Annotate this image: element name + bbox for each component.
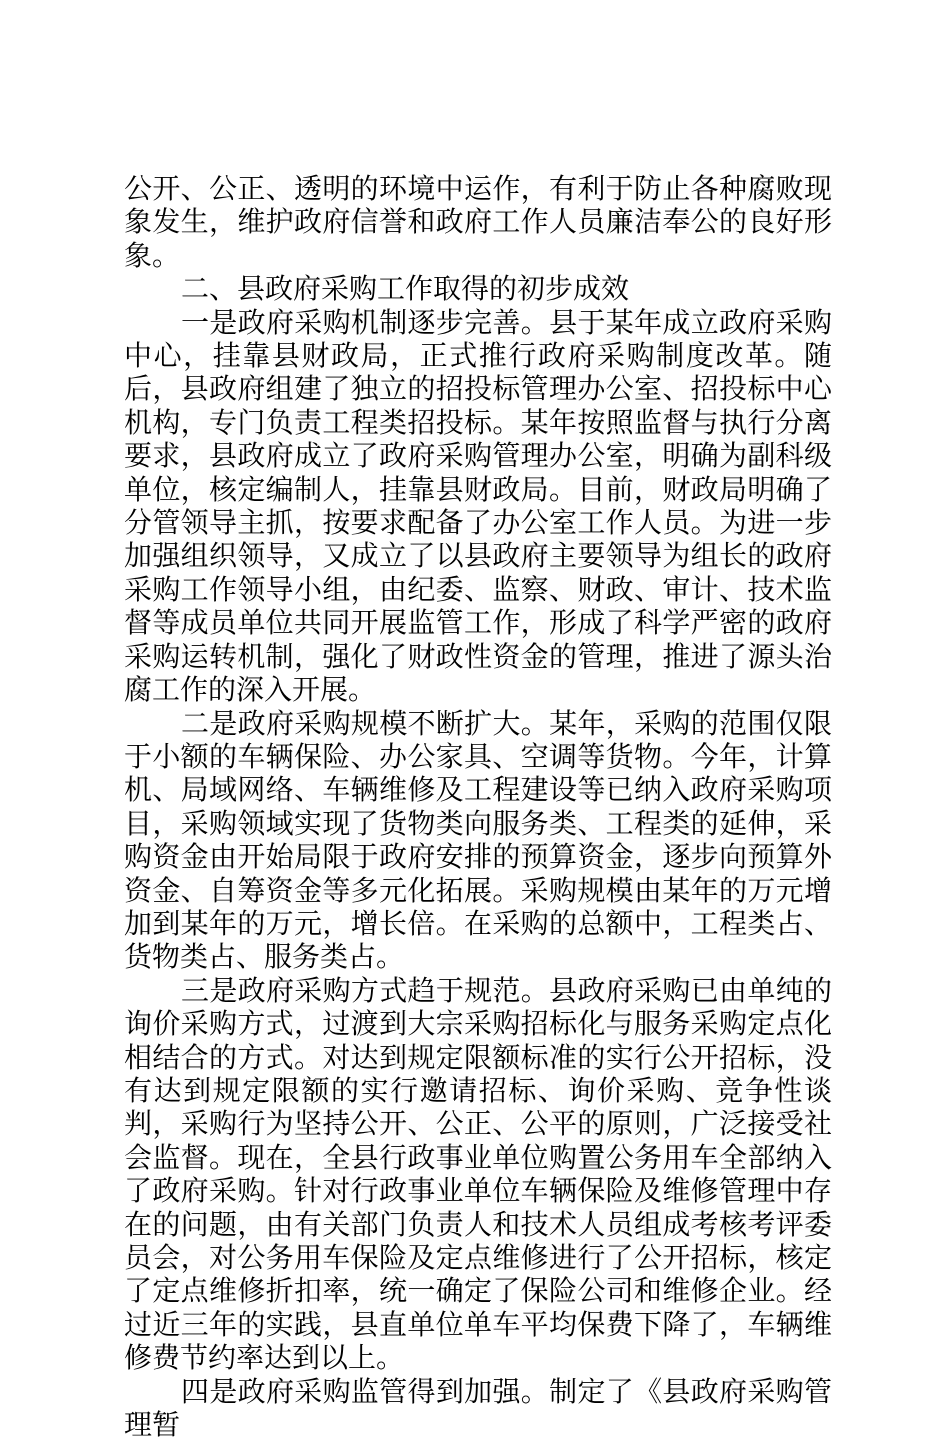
- paragraph-methods: 三是政府采购方式趋于规范。县政府采购已由单纯的询价采购方式，过渡到大宗采购招标化与服务采购定点化相结合的方式。对达到规定限额标准的实行公开招标，没有达到规定限额的实行邀请招标、询价采购、竞争性谈判，采购行为坚持公开、公正、公平的原则，广泛接受社会监督。现在，全县行政事业单位购置公务用车全部纳入了政府采购。针对行政事业单位车辆保险及维修管理中存在的问题，由有关部门负责人和技术人员组成考核考评委员会，对公务用车保险及定点维修进行了公开招标，核定了定点维修折扣率，统一确定了保险公司和维修企业。经过近三年的实践，县直单位单车平均保费下降了，车辆维修费节约率达到以上。: [124, 973, 832, 1375]
- paragraph-continuation: 公开、公正、透明的环境中运作，有利于防止各种腐败现象发生，维护政府信誉和政府工作人员廉洁奉公的良好形象。: [124, 172, 832, 272]
- document-body: [124, 172, 832, 1441]
- section-heading: 二、县政府采购工作取得的初步成效: [181, 272, 630, 306]
- paragraph-mechanism: 一是政府采购机制逐步完善。县于某年成立政府采购中心，挂靠县财政局，正式推行政府采购制度改革。随后，县政府组建了独立的招投标管理办公室、招投标中心机构，专门负责工程类招投标。某年按照监督与执行分离要求，县政府成立了政府采购管理办公室，明确为副科级单位，核定编制人，挂靠县财政局。目前，财政局明确了分管领导主抓，按要求配备了办公室工作人员。为进一步加强组织领导，又成立了以县政府主要领导为组长的政府采购工作领导小组，由纪委、监察、财政、审计、技术监督等成员单位共同开展监管工作，形成了科学严密的政府采购运转机制，强化了财政性资金的管理，推进了源头治腐工作的深入开展。: [124, 305, 832, 707]
- paragraph-supervision: 四是政府采购监管得到加强。制定了《县政府采购管理暂: [124, 1374, 832, 1441]
- paragraph-scale: 二是政府采购规模不断扩大。某年，采购的范围仅限于小额的车辆保险、办公家具、空调等货物。今年，计算机、局域网络、车辆维修及工程建设等已纳入政府采购项目，采购领域实现了货物类向服务类、工程类的延伸，采购资金由开始局限于政府安排的预算资金，逐步向预算外资金、自筹资金等多元化拓展。采购规模由某年的万元增加到某年的万元，增长倍。在采购的总额中，工程类占、货物类占、服务类占。: [124, 706, 832, 974]
